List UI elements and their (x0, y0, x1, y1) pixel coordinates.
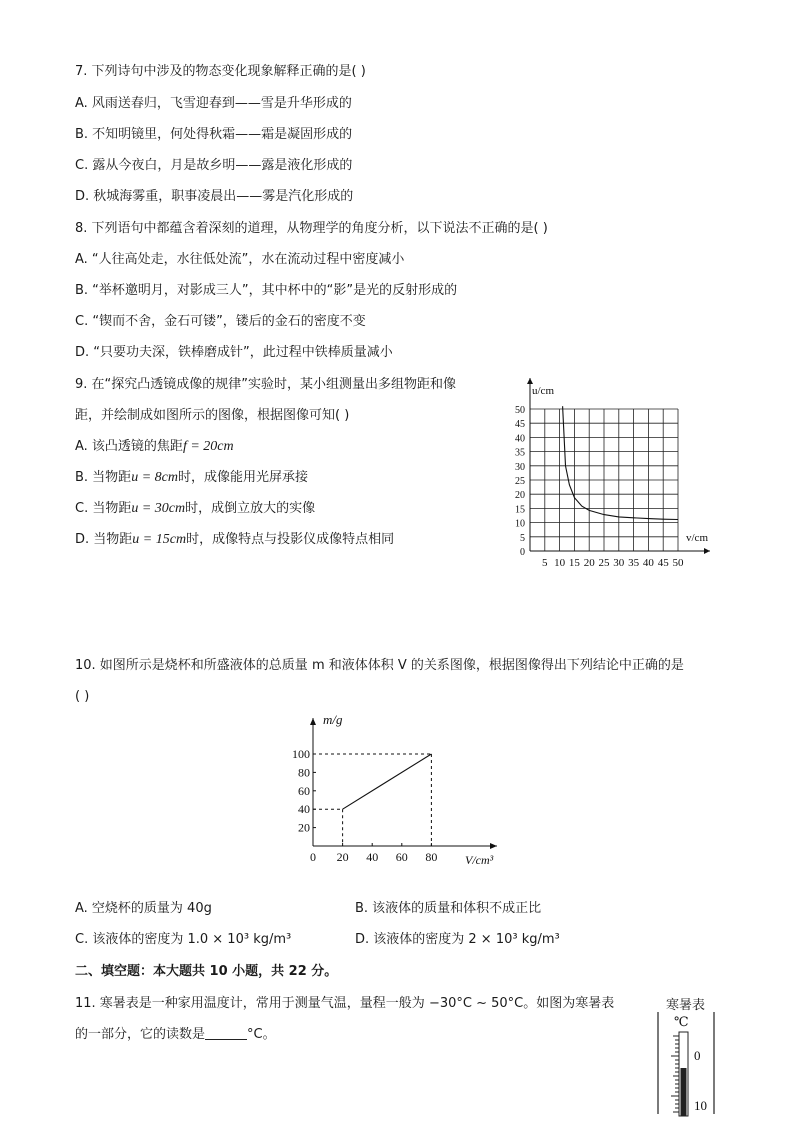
y-axis-arrow (527, 378, 533, 384)
y-tick-label: 60 (298, 783, 310, 798)
y-tick-label: 40 (298, 802, 310, 817)
thermometer-title: 寒暑表 (666, 998, 706, 1013)
x-tick-label: 20 (583, 557, 595, 569)
x-axis-label: v/cm (686, 532, 708, 544)
x-tick-label: 60 (395, 850, 408, 864)
thermometer-figure (652, 1010, 722, 1118)
q9-stem-line2: 距，并绘制成如图所示的图像，根据图像可知( ) (75, 408, 350, 423)
q11-line2-unit: °C。 (247, 1027, 276, 1042)
q9-option-a-text: A. 该凸透镜的焦距 (75, 439, 183, 454)
y-axis-arrow (310, 718, 316, 725)
y-tick-label: 35 (515, 447, 525, 459)
y-tick-label: 15 (515, 504, 525, 516)
q11-line1: 11. 寒暑表是一种家用温度计，常用于测量气温，量程一般为 −30°C ~ 50°C。如图为寒暑表 (75, 996, 615, 1011)
y-tick-label: 10 (515, 518, 525, 530)
q9-option-b[interactable] (75, 469, 308, 487)
q9-option-c-suffix: 时，成倒立放大的实像 (185, 501, 316, 516)
thermometer-label-0: 0 (694, 1048, 701, 1063)
q8-option-c[interactable]: C. “锲而不舍，金石可镂”，镂后的金石的密度不变 (75, 314, 366, 329)
y-tick-label: 100 (292, 747, 310, 761)
y-tick-label: 25 (515, 476, 525, 487)
q10-option-d[interactable]: D. 该液体的密度为 2 × 10³ kg/m³ (355, 932, 560, 947)
x-tick-label: 0 (310, 850, 316, 864)
q7-option-a[interactable]: A. 风雨送春归，飞雪迎春到——雪是升华形成的 (75, 96, 352, 111)
q9-option-d-math: u = 15cm (132, 532, 187, 547)
x-tick-label: 50 (672, 557, 684, 569)
thermometer-unit: ℃ (674, 1014, 689, 1029)
q11-line2-text: 的一部分，它的读数是 (75, 1027, 206, 1042)
y-tick-label: 45 (515, 419, 525, 431)
q8-stem: 8. 下列语句中都蕴含着深刻的道理，从物理学的角度分析，以下说法不正确的是( ) (75, 221, 548, 236)
mass-volume-chart (285, 708, 515, 870)
thermometer-ticks (671, 1036, 679, 1112)
y-tick-label: 20 (515, 490, 525, 502)
x-tick-label: 45 (657, 557, 669, 569)
q10-stem-line2: ( ) (75, 689, 90, 704)
y-axis-label: m/g (323, 712, 343, 727)
q10-option-b[interactable]: B. 该液体的质量和体积不成正比 (355, 901, 542, 916)
q7-option-d[interactable]: D. 秋城海雾重，职事凌晨出——雾是汽化形成的 (75, 189, 354, 204)
x-tick-label: 40 (642, 557, 654, 569)
q9-option-b-suffix: 时，成像能用光屏承接 (177, 470, 308, 485)
y-tick-label: 40 (515, 433, 525, 445)
q9-option-d-text: D. 当物距 (75, 532, 133, 547)
q9-option-d[interactable] (75, 531, 394, 549)
q9-option-a[interactable] (75, 438, 234, 456)
x-tick-label: 10 (554, 557, 566, 569)
x-tick-label: 5 (542, 557, 548, 569)
q10-option-c[interactable]: C. 该液体的密度为 1.0 × 10³ kg/m³ (75, 932, 292, 947)
q9-option-c[interactable] (75, 500, 315, 518)
y-tick-label: 80 (298, 765, 310, 780)
answer-blank[interactable] (205, 1027, 247, 1040)
q9-option-c-text: C. 当物距 (75, 501, 132, 516)
q9-stem-line1: 9. 在“探究凸透镜成像的规律”实验时，某小组测量出多组物距和像 (75, 377, 457, 392)
section-heading: 二、填空题：本大题共 10 小题，共 22 分。 (75, 964, 338, 979)
x-tick-label: 35 (628, 557, 640, 569)
q9-option-b-text: B. 当物距 (75, 470, 132, 485)
liquid-column (681, 1068, 687, 1116)
q8-option-a[interactable]: A. “人往高处走，水往低处流”，水在流动过程中密度减小 (75, 252, 405, 267)
mass-volume-line (343, 754, 432, 809)
thermometer-label-10: 10 (694, 1098, 707, 1113)
y-tick-label: 50 (515, 405, 525, 416)
q8-option-b[interactable]: B. “举杯邀明月，对影成三人”，其中杯中的“影”是光的反射形成的 (75, 283, 458, 298)
x-tick-label: 30 (613, 557, 625, 569)
q7-option-b[interactable]: B. 不知明镜里，何处得秋霜——霜是凝固形成的 (75, 127, 353, 142)
q9-option-b-math: u = 8cm (131, 470, 178, 485)
q8-option-d[interactable]: D. “只要功夫深，铁棒磨成针”，此过程中铁棒质量减小 (75, 345, 393, 360)
x-axis-arrow (490, 843, 497, 849)
x-tick-label: 15 (568, 557, 580, 569)
x-axis-label: V/cm³ (465, 853, 494, 867)
q10-option-a[interactable]: A. 空烧杯的质量为 40g (75, 901, 212, 916)
x-tick-label: 20 (336, 850, 349, 864)
y-axis-label: u/cm (532, 385, 554, 397)
y-tick-label: 30 (515, 461, 525, 473)
q7-option-c[interactable]: C. 露从今夜白，月是故乡明——露是液化形成的 (75, 158, 353, 173)
q10-stem-line1: 10. 如图所示是烧杯和所盛液体的总质量 m 和液体体积 V 的关系图像，根据图像得出下列结论中正确的是 (75, 658, 684, 673)
x-tick-label: 80 (425, 850, 438, 864)
q9-option-c-math: u = 30cm (131, 501, 186, 516)
q9-option-d-suffix: 时，成像特点与投影仪成像特点相同 (186, 532, 395, 547)
y-tick-label: 0 (520, 547, 525, 558)
q11-line2 (75, 1026, 276, 1044)
y-tick-label: 5 (520, 532, 525, 544)
q9-option-a-math: f = 20cm (182, 439, 234, 454)
q7-stem: 7. 下列诗句中涉及的物态变化现象解释正确的是( ) (75, 64, 366, 79)
lens-uv-chart (490, 372, 720, 572)
x-tick-label: 25 (598, 557, 610, 569)
x-tick-label: 40 (366, 850, 379, 864)
x-axis-arrow (704, 548, 710, 554)
y-tick-label: 20 (298, 820, 310, 835)
